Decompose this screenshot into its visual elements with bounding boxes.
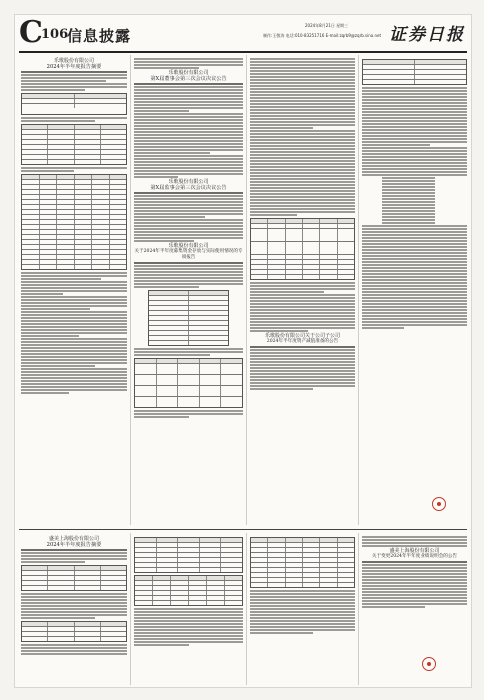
editor-line: 制作:王敬涛 电话:010-83251716 E-mail:zqrb9@zqrb.sina.net — [263, 33, 382, 38]
company-seal-icon — [432, 497, 446, 511]
section-divider — [19, 529, 467, 530]
article-column — [21, 535, 127, 685]
column-divider — [130, 533, 131, 685]
column-divider — [246, 55, 247, 525]
date-line: 2024年8月21日 星期三 — [305, 23, 349, 28]
data-table — [21, 565, 127, 591]
data-table — [21, 174, 127, 270]
article-headline: 乐歌股份有限公司 2024年半年度报告摘要 — [46, 58, 102, 70]
article-headline: 盛美上海股份有限公司 2024年半年度报告摘要 — [46, 536, 102, 548]
data-table — [148, 290, 229, 346]
data-table — [362, 59, 467, 85]
article-column — [362, 535, 467, 685]
section-letter: C — [19, 15, 43, 50]
article-headline: 乐歌股份有限公司 第X届监事会第三次会议决议公告 — [150, 179, 227, 191]
newspaper-page — [14, 14, 472, 688]
data-table — [21, 93, 127, 115]
article-headline: 乐歌股份有限公司关于公司子公司 2024年半年度资产减值准备的公告 — [264, 333, 340, 344]
article-column — [250, 57, 355, 525]
column-divider — [358, 55, 359, 525]
company-seal-icon — [422, 657, 436, 671]
article-column — [134, 535, 243, 685]
column-divider — [358, 533, 359, 685]
data-table — [21, 621, 127, 642]
data-table — [250, 537, 355, 588]
article-column — [21, 57, 127, 525]
masthead — [19, 17, 467, 53]
article-headline: 盛美上海股份有限公司 关于变更2024年半年度业绩说明会的公告 — [371, 548, 458, 559]
article-column — [134, 57, 243, 525]
article-headline: 乐歌股份有限公司 关于2024年半年度募集资金存放与实际使用情况的专项报告 — [134, 243, 243, 260]
article-column — [250, 535, 355, 685]
section-title: 信息披露 — [67, 27, 132, 45]
data-table — [134, 575, 243, 606]
column-divider — [130, 55, 131, 525]
data-table — [21, 124, 127, 165]
data-table — [134, 358, 243, 408]
column-divider — [246, 533, 247, 685]
article-column — [362, 57, 467, 525]
newspaper-logo: 证券日报 — [389, 25, 465, 45]
data-table — [134, 537, 243, 573]
data-table — [250, 218, 355, 280]
article-headline: 乐歌股份有限公司 第X届董事会第三次会议决议公告 — [150, 70, 227, 82]
page-number: 106 — [41, 27, 69, 42]
